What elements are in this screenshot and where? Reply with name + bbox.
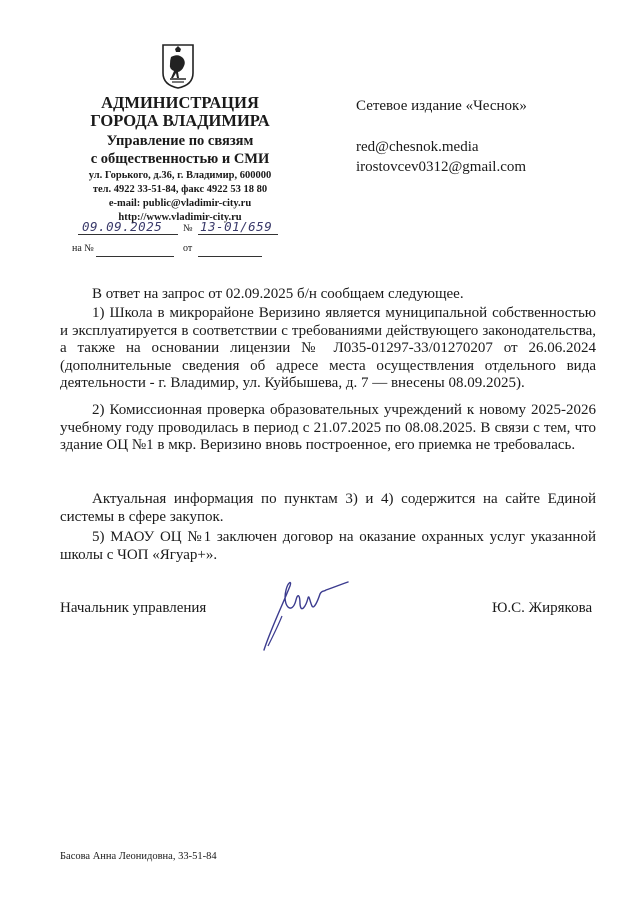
- paragraph-1-text: 1) Школа в микрорайоне Веризино является муниципальной собственностью и эксплуатируется в соответствии с требованиями действующего законодательства, а также на основании лицензии № Л035-01297-33/01270207 от 26.06.2024 (дополнительные сведения об адресе места осуществления отдельного вида деятельности - г. Владимир, ул. Куйбышева, д. 7 — внесены 08.09.2025).: [60, 305, 596, 391]
- incoming-number-line: [96, 256, 174, 257]
- recipient-name: Сетевое издание «Чеснок»: [356, 98, 527, 114]
- paragraph-4: [60, 529, 596, 564]
- recipient-email-2: irostovcev0312@gmail.com: [356, 159, 527, 175]
- phones: тел. 4922 33-51-84, факс 4922 53 18 80: [92, 184, 268, 195]
- org-name-line2: ГОРОДА ВЛАДИМИРА: [90, 111, 270, 130]
- address: ул. Горького, д.36, г. Владимир, 600000: [88, 170, 272, 181]
- outgoing-date: 09.09.2025: [82, 219, 163, 234]
- incoming-number-label: на №: [72, 243, 94, 254]
- intro-text: В ответ на запрос от 02.09.2025 б/н сообщаем следующее.: [92, 286, 464, 302]
- incoming-date-line: [198, 256, 262, 257]
- handwritten-signature: [252, 576, 352, 654]
- paragraph-4-text: 5) МАОУ ОЦ №1 заключен договор на оказание охранных услуг указанной школы с ЧОП «Ягуар+».: [60, 529, 596, 563]
- number-line: [198, 234, 278, 235]
- email-contact: e-mail: public@vladimir-city.ru: [108, 198, 252, 209]
- outgoing-number: 13-01/659: [200, 219, 273, 234]
- paragraph-2: [60, 402, 596, 455]
- signer-position: Начальник управления: [60, 600, 207, 616]
- paragraph-3-text: Актуальная информация по пунктам 3) и 4) содержится на сайте Единой системы в сфере закупок.: [60, 491, 596, 525]
- website: http://www.vladimir-city.ru: [118, 212, 242, 223]
- department-line1: Управление по связям: [106, 133, 254, 149]
- org-name-line1: АДМИНИСТРАЦИЯ: [101, 93, 259, 112]
- recipient-email-1: red@chesnok.media: [356, 139, 479, 155]
- date-line: [78, 234, 178, 235]
- coat-of-arms-icon: [161, 43, 195, 89]
- incoming-from-label: от: [183, 243, 193, 254]
- outgoing-number-label: №: [183, 223, 193, 234]
- paragraph-2-text: 2) Комиссионная проверка образовательных учреждений к новому 2025-2026 учебному году проводилась в период с 21.07.2025 по 08.08.2025. В связи с тем, что здание ОЦ №1 в мкр. Веризино вновь построенное, его приемка не требовалась.: [60, 402, 596, 453]
- executor-info: Басова Анна Леонидовна, 33-51-84: [60, 851, 217, 862]
- intro-paragraph: [60, 286, 596, 304]
- paragraph-1: [60, 305, 596, 393]
- signer-name: Ю.С. Жирякова: [492, 600, 593, 616]
- paragraph-3: [60, 491, 596, 526]
- department-line2: с общественностью и СМИ: [90, 151, 270, 167]
